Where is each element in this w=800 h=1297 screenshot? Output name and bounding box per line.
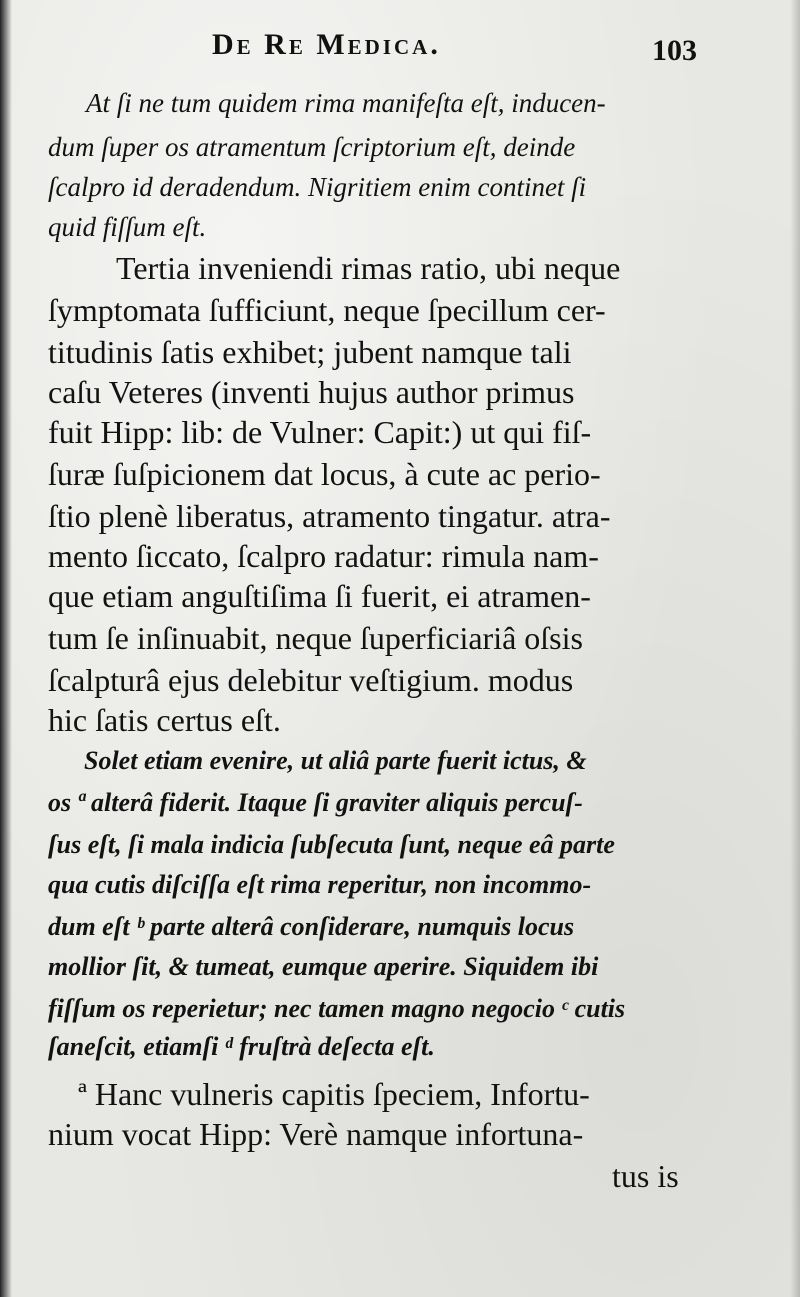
page-number: 103 bbox=[652, 34, 697, 67]
text-line: ſymptomata ſufficiunt, neque ſpecillum cer- bbox=[48, 292, 606, 328]
text-line: fiſſum os reperietur; nec tamen magno negocio ᶜ cutis bbox=[48, 994, 626, 1023]
text-line: ſcalpturâ ejus delebitur veſtigium. modus bbox=[48, 662, 574, 698]
text-line: qua cutis diſciſſa eſt rima reperitur, non incommo- bbox=[48, 870, 592, 899]
text-line: tum ſe inſinuabit, neque ſuperficiariâ oſsis bbox=[48, 620, 583, 656]
text-line: ſaneſcit, etiamſi ᵈ fruſtrà deſecta eſt. bbox=[48, 1032, 435, 1061]
text-line: mollior ſit, & tumeat, eumque aperire. Siquidem ibi bbox=[48, 952, 599, 981]
page-edge-shadow bbox=[790, 0, 800, 1297]
text-line: ſtio plenè liberatus, atramento tingatur. atra- bbox=[48, 498, 611, 534]
text-line: ſuræ ſuſpicionem dat locus, à cute ac perio- bbox=[48, 456, 601, 492]
text-line: que etiam anguſtiſima ſi fuerit, ei atramen- bbox=[48, 578, 591, 614]
text-line: dum eſt ᵇ parte alterâ conſiderare, numquis locus bbox=[48, 912, 575, 941]
text-line: ſcalpro id deradendum. Nigritiem enim continet ſi bbox=[48, 172, 587, 202]
text-line: hic ſatis certus eſt. bbox=[48, 702, 281, 738]
text-line: At ſi ne tum quidem rima manifeſta eſt, inducen- bbox=[86, 88, 606, 118]
text-line: ſus eſt, ſi mala indicia ſubſecuta ſunt, neque eâ parte bbox=[48, 830, 615, 859]
text-line: fuit Hipp: lib: de Vulner: Capit:) ut qui fiſ- bbox=[48, 414, 592, 450]
text-line: nium vocat Hipp: Verè namque infortuna- bbox=[48, 1116, 584, 1152]
text-line: Tertia inveniendi rimas ratio, ubi neque bbox=[116, 250, 621, 286]
text-line: quid fiſſum eſt. bbox=[48, 212, 207, 242]
text-line: ª Hanc vulneris capitis ſpeciem, Infortu- bbox=[78, 1076, 590, 1112]
text-line: Solet etiam evenire, ut aliâ parte fuerit ictus, & bbox=[84, 746, 587, 775]
catchword: tus is bbox=[612, 1158, 679, 1194]
running-head bbox=[0, 22, 800, 72]
text-line: dum ſuper os atramentum ſcriptorium eſt, deinde bbox=[48, 132, 576, 162]
running-title: De Re Medica. bbox=[212, 28, 441, 61]
text-line: titudinis ſatis exhibet; jubent namque tali bbox=[48, 334, 572, 370]
text-line: os ª alterâ fiderit. Itaque ſi graviter aliquis percuſ- bbox=[48, 788, 583, 817]
text-line: mento ſiccato, ſcalpro radatur: rimula nam- bbox=[48, 538, 599, 574]
page-gutter-shadow bbox=[0, 0, 12, 1297]
text-line: caſu Veteres (inventi hujus author primus bbox=[48, 374, 575, 410]
